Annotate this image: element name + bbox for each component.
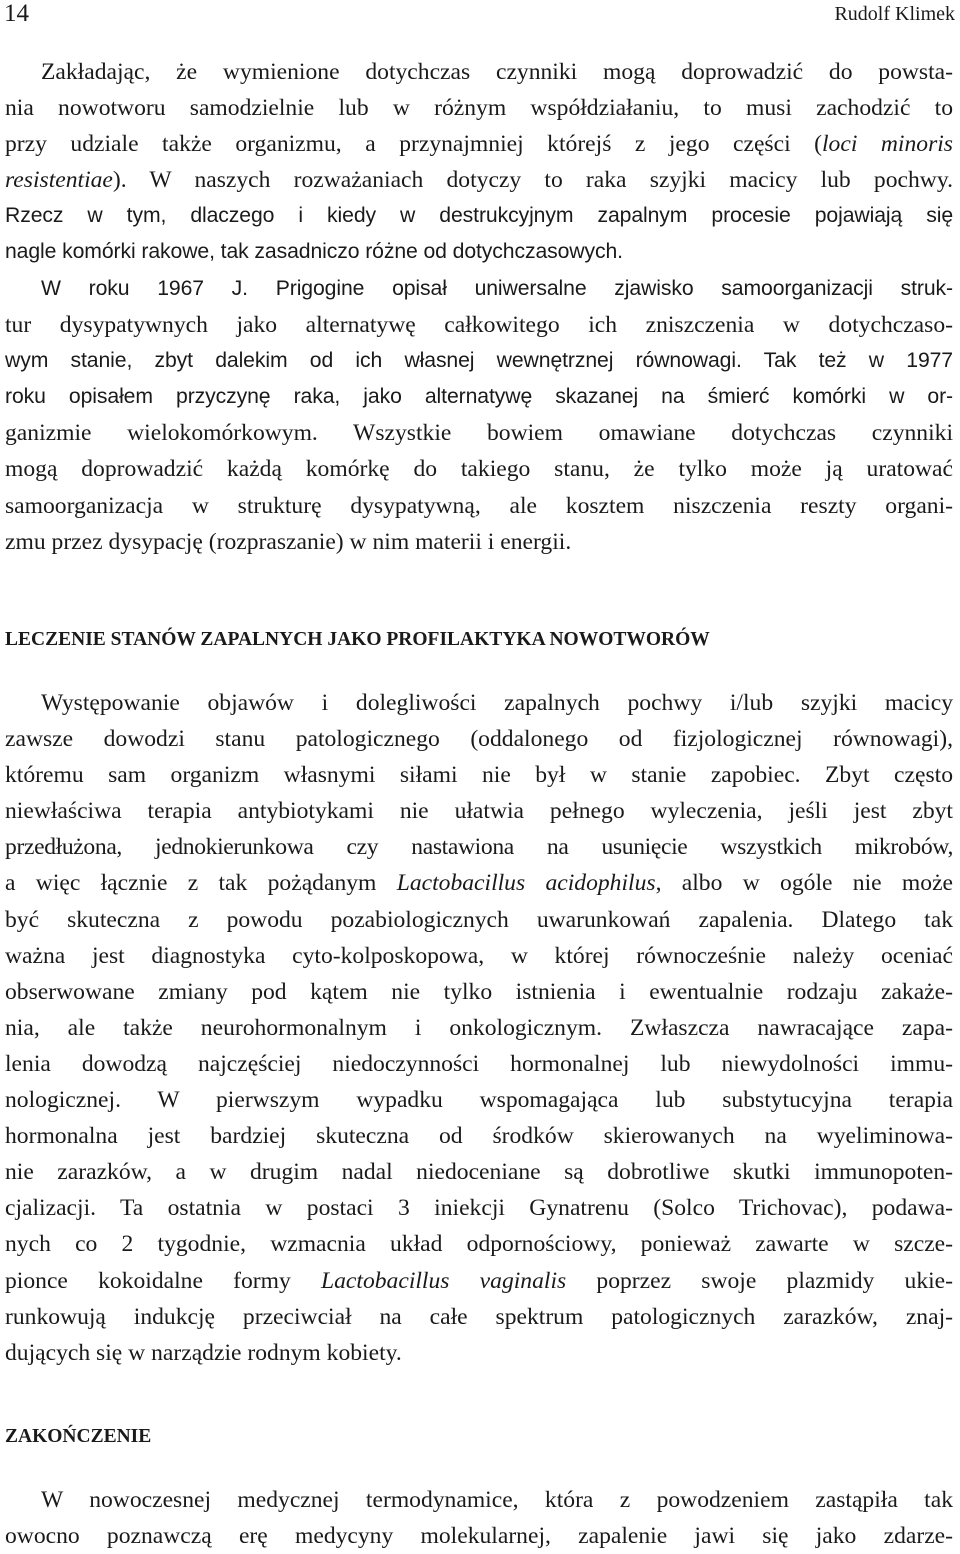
text-run: nie zarazków, a w drugim nadal niedoceniane są dobrotliwe skutki immunopoten- — [5, 1159, 953, 1186]
text-line — [5, 865, 953, 901]
text-line — [5, 90, 953, 126]
text-run: nia, ale także neurohormonalnym i onkologicznym. Zwłaszcza nawracające zapa- — [5, 1014, 953, 1041]
text-run: cjalizacji. Ta ostatnia w postaci 3 iniekcji Gynatrenu (Solco Trichovac), podawa- — [5, 1195, 953, 1222]
running-head-author: Rudolf Klimek — [834, 3, 955, 25]
text-line — [5, 1226, 953, 1262]
text-run: zmu przez dysypację (rozpraszanie) w nim materii i energii. — [5, 528, 572, 555]
text-line — [5, 451, 953, 487]
text-line — [5, 685, 953, 721]
italic-term: resistentiae — [5, 167, 113, 194]
text-run: W roku 1967 J. Prigogine opisał uniwersalne zjawisko samoorganizacji struk- — [41, 277, 953, 300]
text-line — [5, 234, 953, 270]
text-run: wym stanie, zbyt dalekim od ich własnej wewnętrznej równowagi. Tak też w 1977 — [5, 349, 953, 373]
text-run: Występowanie objawów i dolegliwości zapalnych pochwy i/lub szyjki macicy — [41, 690, 953, 716]
text-line — [5, 1010, 953, 1046]
text-run: hormonalna jest bardziej skuteczna od środków skierowanych na wyeliminowa- — [5, 1123, 953, 1150]
italic-term: loci minoris — [822, 131, 953, 158]
text-line — [5, 488, 953, 524]
section-heading-conclusion: ZAKOŃCZENIE — [5, 1426, 152, 1447]
text-run: być skuteczna z powodu pozabiologicznych uwarunkowań zapalenia. Dlatego tak — [5, 906, 953, 933]
text-line — [5, 829, 953, 865]
text-run: zawsze dowodzi stanu patologicznego (oddalonego od fizjologicznej równowagi), — [5, 726, 953, 753]
text-run: ganizmie wielokomórkowym. Wszystkie bowiem omawiane dotychczas czynniki — [5, 420, 953, 447]
text-run: przy udziale także organizmu, a przynajmniej którejś z jego części ( — [5, 131, 822, 158]
text-line — [5, 343, 953, 379]
text-run: dujących się w narządzie rodnym kobiety. — [5, 1339, 402, 1366]
text-line — [5, 1082, 953, 1118]
text-line — [5, 793, 953, 829]
section-heading-treatment: LECZENIE STANÓW ZAPALNYCH JAKO PROFILAKTYKA NOWOTWORÓW — [5, 629, 710, 650]
text-line — [5, 1518, 953, 1554]
text-line — [5, 1154, 953, 1190]
text-line — [5, 1482, 953, 1518]
text-line — [5, 126, 953, 162]
text-line — [5, 1335, 953, 1371]
paragraph-4 — [5, 1482, 953, 1554]
text-run: samoorganizacja w strukturę dysypatywną, ale kosztem niszczenia reszty organi- — [5, 492, 953, 519]
text-line — [5, 54, 953, 90]
page-header — [0, 0, 955, 30]
text-run: tur dysypatywnych jako alternatywę całkowitego ich zniszczenia w dotychczaso- — [5, 312, 953, 339]
text-run: nagle komórki rakowe, tak zasadniczo różne od dotychczasowych. — [5, 240, 623, 264]
text-run: któremu sam organizm własnymi siłami nie był w stanie zapobiec. Zbyt często — [5, 762, 953, 789]
text-run: nologicznej. W pierwszym wypadku wspomagająca lub substytucyjna terapia — [5, 1087, 953, 1114]
text-run: ważna jest diagnostyka cyto-kolposkopowa, w której równocześnie należy oceniać — [5, 942, 953, 969]
text-line — [5, 938, 953, 974]
text-line — [5, 1118, 953, 1154]
paragraph-3 — [5, 685, 953, 1371]
text-line — [5, 307, 953, 343]
text-run: W nowoczesnej medycznej termodynamice, która z powodzeniem zastąpiła tak — [41, 1487, 953, 1513]
text-run: owocno poznawczą erę medycyny molekularnej, zapalenie jawi się jako zdarze- — [5, 1523, 953, 1550]
text-line — [5, 757, 953, 793]
text-line — [5, 974, 953, 1010]
text-line — [5, 162, 953, 198]
text-line — [5, 902, 953, 938]
text-run: runkowują indukcję przeciwciał na całe spektrum patologicznych zarazków, znaj- — [5, 1303, 953, 1330]
text-line — [5, 198, 953, 234]
text-run: a więc łącznie z tak pożądanym — [5, 870, 397, 897]
italic-term: Lactobacillus acidophilus — [396, 870, 656, 897]
text-run: Zakładając, że wymienione dotychczas czynniki mogą doprowadzić do powsta- — [41, 59, 953, 85]
text-run: mogą doprowadzić każdą komórkę do takiego stanu, że tylko może ją uratować — [5, 456, 953, 483]
text-run: , albo w ogóle nie może — [655, 870, 954, 897]
text-line — [5, 271, 953, 307]
text-run: poprzez swoje plazmidy ukie- — [566, 1267, 953, 1294]
text-line — [5, 379, 953, 415]
text-line — [5, 721, 953, 757]
text-run: niewłaściwa terapia antybiotykami nie ułatwia pełnego wyleczenia, jeśli jest zbyt — [5, 798, 953, 825]
text-run: pionce kokoidalne formy — [5, 1267, 322, 1294]
text-line — [5, 524, 953, 560]
text-run: nia nowotworu samodzielnie lub w różnym współdziałaniu, to musi zachodzić to — [5, 95, 953, 122]
paragraph-2 — [5, 271, 953, 560]
text-run: ). W naszych rozważaniach dotyczy to raka szyjki macicy lub pochwy. — [112, 167, 953, 194]
text-run: obserwowane zmiany pod kątem nie tylko istnienia i ewentualnie rodzaju zakaże- — [5, 978, 953, 1005]
text-line — [5, 1299, 953, 1335]
page-number: 14 — [4, 0, 29, 27]
text-line — [5, 1190, 953, 1226]
text-line — [5, 1263, 953, 1299]
text-run: przedłużona, jednokierunkowa czy nastawiona na usunięcie wszystkich mikrobów, — [5, 834, 953, 861]
paragraph-1 — [5, 54, 953, 271]
text-line — [5, 415, 953, 451]
text-run: roku opisałem przyczynę raka, jako alternatywę skazanej na śmierć komórki w or- — [5, 385, 953, 409]
text-run: lenia dowodzą najczęściej niedoczynności hormonalnej lub niewydolności immu- — [5, 1050, 953, 1077]
italic-term: Lactobacillus vaginalis — [321, 1267, 567, 1294]
text-run: Rzecz w tym, dlaczego i kiedy w destrukcyjnym zapalnym procesie pojawiają się — [5, 204, 953, 228]
text-line — [5, 1046, 953, 1082]
text-run: nych co 2 tygodnie, wzmacnia układ odpornościowy, ponieważ zawarte w szcze- — [5, 1231, 953, 1258]
